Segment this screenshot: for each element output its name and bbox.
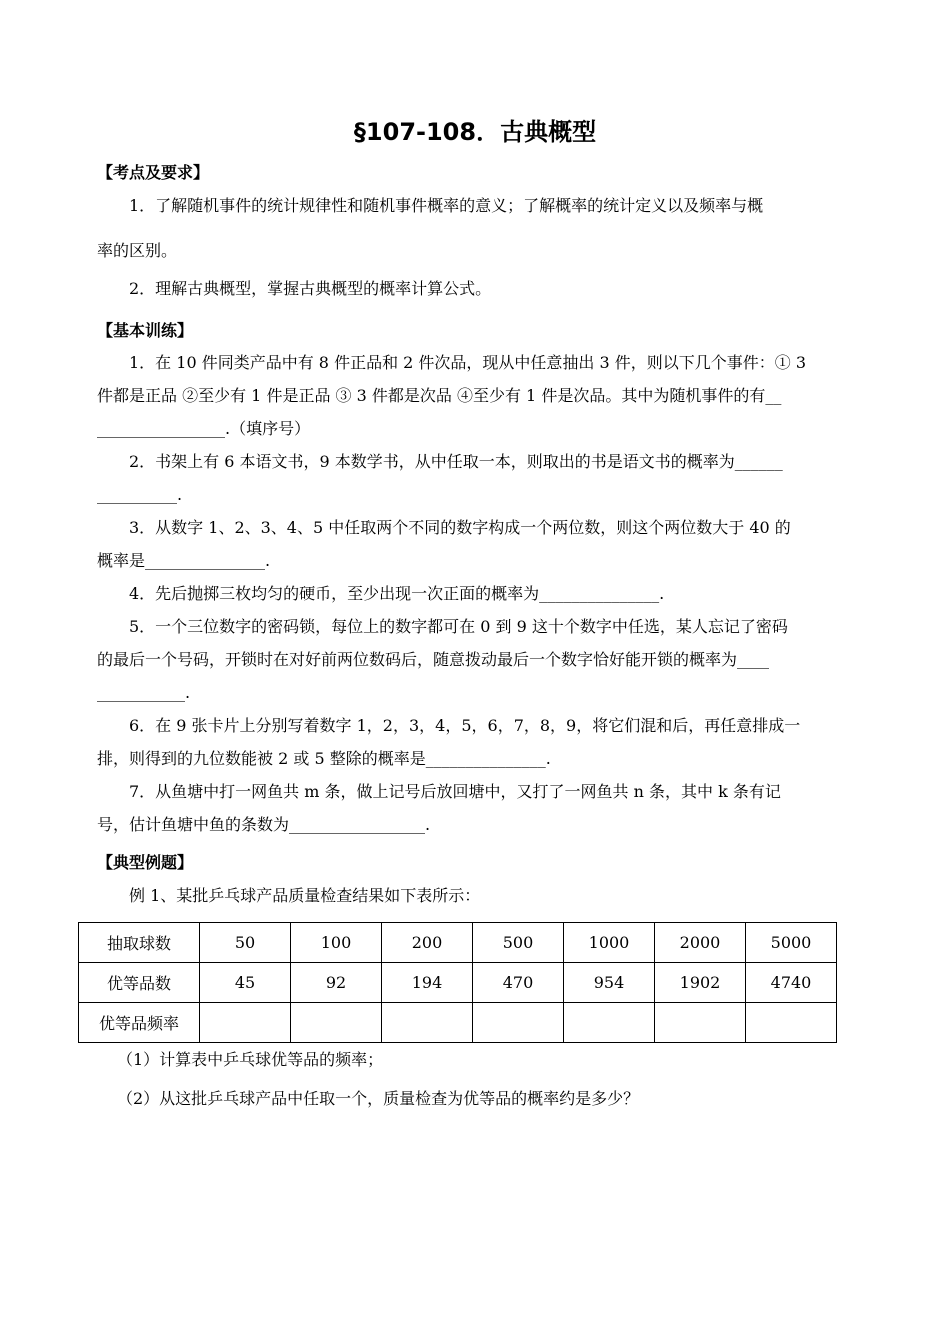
- section-heading-examples: 【典型例题】: [97, 853, 194, 872]
- training-q4: 4．先后抛掷三枚均匀的硬币，至少出现一次正面的概率为_______________.: [129, 584, 665, 603]
- table-cell-empty: [564, 1003, 655, 1043]
- training-q7-line-2: 号，估计鱼塘中鱼的条数为_________________.: [97, 815, 431, 834]
- table-cell-empty: [655, 1003, 746, 1043]
- table-row-label: 优等品频率: [79, 1003, 200, 1043]
- table-cell-empty: [473, 1003, 564, 1043]
- training-q2-line-2: __________.: [97, 485, 183, 504]
- table-row: [79, 1003, 837, 1043]
- table-cell: 4740: [746, 963, 837, 1003]
- table-cell: 500: [473, 923, 564, 963]
- table-cell-empty: [291, 1003, 382, 1043]
- training-q5-line-2: 的最后一个号码，开锁时在对好前两位数码后，随意拨动最后一个数字恰好能开锁的概率为____: [97, 650, 770, 669]
- table-cell: 200: [382, 923, 473, 963]
- table-cell: 194: [382, 963, 473, 1003]
- table-cell: 100: [291, 923, 382, 963]
- training-q5-line-3: ___________.: [97, 683, 191, 702]
- table-cell: 1902: [655, 963, 746, 1003]
- table-cell: 470: [473, 963, 564, 1003]
- table-row-label: 抽取球数: [79, 923, 200, 963]
- table-cell: 50: [200, 923, 291, 963]
- table-cell: 1000: [564, 923, 655, 963]
- training-q1-line-1: 1．在 10 件同类产品中有 8 件正品和 2 件次品，现从中任意抽出 3 件，则以下几个事件：① 3: [129, 353, 807, 372]
- table-cell: 954: [564, 963, 655, 1003]
- table-cell-empty: [746, 1003, 837, 1043]
- requirement-1-line-1: 1．了解随机事件的统计规律性和随机事件概率的意义；了解概率的统计定义以及频率与概: [129, 196, 764, 215]
- training-q2-line-1: 2．书架上有 6 本语文书，9 本数学书，从中任取一本，则取出的书是语文书的概率为______: [129, 452, 783, 471]
- table-cell: 5000: [746, 923, 837, 963]
- training-q1-line-3: ________________.（填序号）: [97, 419, 311, 438]
- table-cell: 2000: [655, 923, 746, 963]
- section-heading-requirements: 【考点及要求】: [97, 163, 210, 182]
- requirement-1-line-2: 率的区别。: [97, 241, 178, 260]
- table-row-label: 优等品数: [79, 963, 200, 1003]
- table-cell-empty: [200, 1003, 291, 1043]
- table-cell: 92: [291, 963, 382, 1003]
- training-q5-line-1: 5．一个三位数字的密码锁，每位上的数字都可在 0 到 9 这十个数字中任选，某人忘记了密码: [129, 617, 788, 636]
- example-1-subquestion-2: （2）从这批乒乓球产品中任取一个，质量检查为优等品的概率约是多少？: [117, 1089, 640, 1108]
- table-cell-empty: [382, 1003, 473, 1043]
- page-title: §107-108．古典概型: [353, 118, 597, 146]
- training-q3-line-2: 概率是_______________.: [97, 551, 271, 570]
- table-row: [79, 963, 837, 1003]
- training-q1-line-2: 件都是正品 ②至少有 1 件是正品 ③ 3 件都是次品 ④至少有 1 件是次品。其中为随机事件的有__: [97, 386, 782, 405]
- training-q6-line-2: 排，则得到的九位数能被 2 或 5 整除的概率是_______________.: [97, 749, 551, 768]
- example-1-subquestion-1: （1）计算表中乒乓球优等品的频率；: [117, 1050, 384, 1069]
- training-q7-line-1: 7．从鱼塘中打一网鱼共 m 条，做上记号后放回塘中，又打了一网鱼共 n 条，其中 k 条有记: [129, 782, 781, 801]
- table-row: [79, 923, 837, 963]
- quality-table: [78, 922, 837, 1043]
- training-q6-line-1: 6．在 9 张卡片上分别写着数字 1，2，3，4，5，6，7，8，9，将它们混和后，再任意排成一: [129, 716, 801, 735]
- section-heading-training: 【基本训练】: [97, 321, 194, 340]
- training-q3-line-1: 3．从数字 1、2、3、4、5 中任取两个不同的数字构成一个两位数，则这个两位数大于 40 的: [129, 518, 791, 537]
- requirement-2: 2．理解古典概型，掌握古典概型的概率计算公式。: [129, 279, 492, 298]
- table-cell: 45: [200, 963, 291, 1003]
- example-1-intro: 例 1、某批乒乓球产品质量检查结果如下表所示：: [129, 886, 481, 905]
